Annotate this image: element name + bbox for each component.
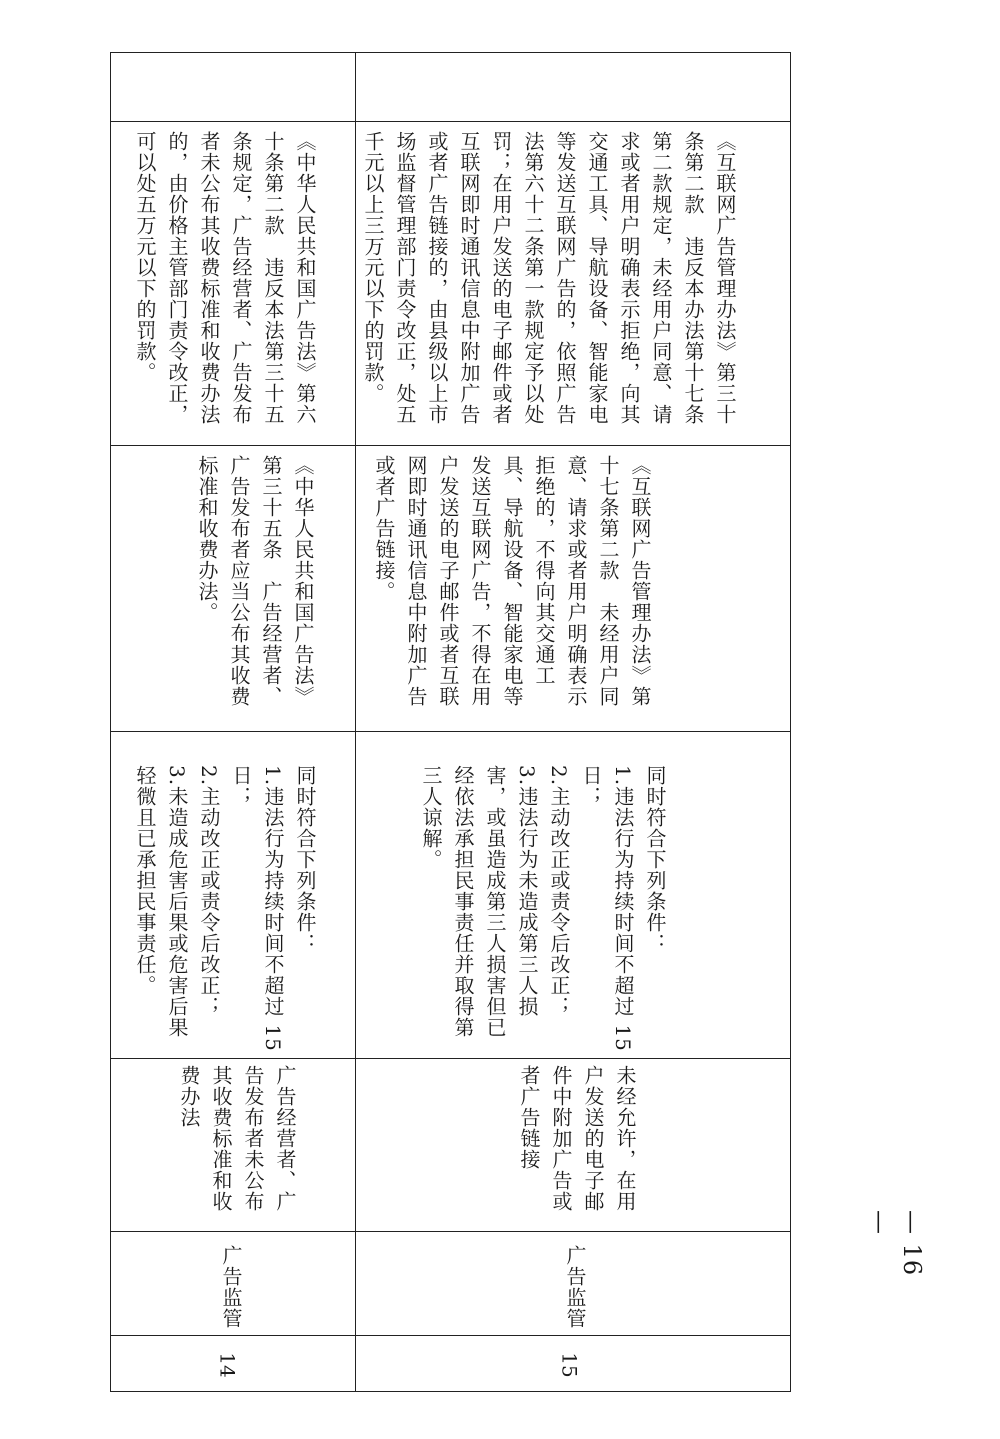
row-14-conditions: 同时符合下列条件： 1.违法行为持续时间不超过 15 日； 2.主动改正或责令后改正； 3.未造成危害后果或危害后果轻微且已承担民事责任。 [133,765,317,1052]
row-14-category: 广告监管 [219,1245,243,1329]
row-14-penalty-basis: 《中华人民共和国广告法》第六十条第二款 违反本法第三十五条规定，广告经营者、广告发布者未公布其收费标准和收费办法的，由价格主管部门责令改正，可以处五万元以下的罚款。 [133,131,317,425]
column-divider [111,731,790,732]
row-15-violation-basis: 《互联网广告管理办法》第十七条第二款 未经用户同意、请求或者用户明确表示拒绝的，不得向其交通工具、导航设备、智能家电等发送互联网广告，不得在用户发送的电子邮件或者互联网即时通讯信息中附加广告或者广告链接。 [372,455,652,707]
column-divider [111,121,790,122]
row-14-number: 14 [215,1352,240,1378]
penalty-table [110,52,791,1392]
row-15-conditions: 同时符合下列条件： 1.违法行为持续时间不超过 15 日； 2.主动改正或责令后改正； 3.违法行为未造成第三人损害，或虽造成第三人损害但已经依法承担民事责任并取得第三人谅解。 [419,765,667,1052]
row-15-item: 未经允许，在用户发送的电子邮件中附加广告或者广告链接 [517,1065,637,1212]
row-divider [355,53,356,1391]
column-divider [111,445,790,446]
row-15-category: 广告监管 [563,1245,587,1329]
row-15-number: 15 [557,1352,582,1378]
page-number: — 16 — [866,1210,926,1285]
column-divider [111,1335,790,1336]
row-14-violation-basis: 《中华人民共和国广告法》第三十五条 广告经营者、广告发布者应当公布其收费标准和收费办法。 [195,455,315,707]
row-15-penalty-basis: 《互联网广告管理办法》第三十条第二款 违反本办法第十七条第二款规定，未经用户同意、请求或者用户明确表示拒绝，向其交通工具、导航设备、智能家电等发送互联网广告的，依照广告法第六十二条第一款规定予以处罚；在用户发送的电子邮件或者互联网即时通讯信息中附加广告或者广告链接的，由县级以上市场监督管理部门责令改正，处五千元以上三万元以下的罚款。 [361,131,737,425]
row-14-item: 广告经营者、广告发布者未公布其收费标准和收费办法 [177,1065,297,1212]
column-divider [111,1058,790,1059]
column-divider [111,1231,790,1232]
